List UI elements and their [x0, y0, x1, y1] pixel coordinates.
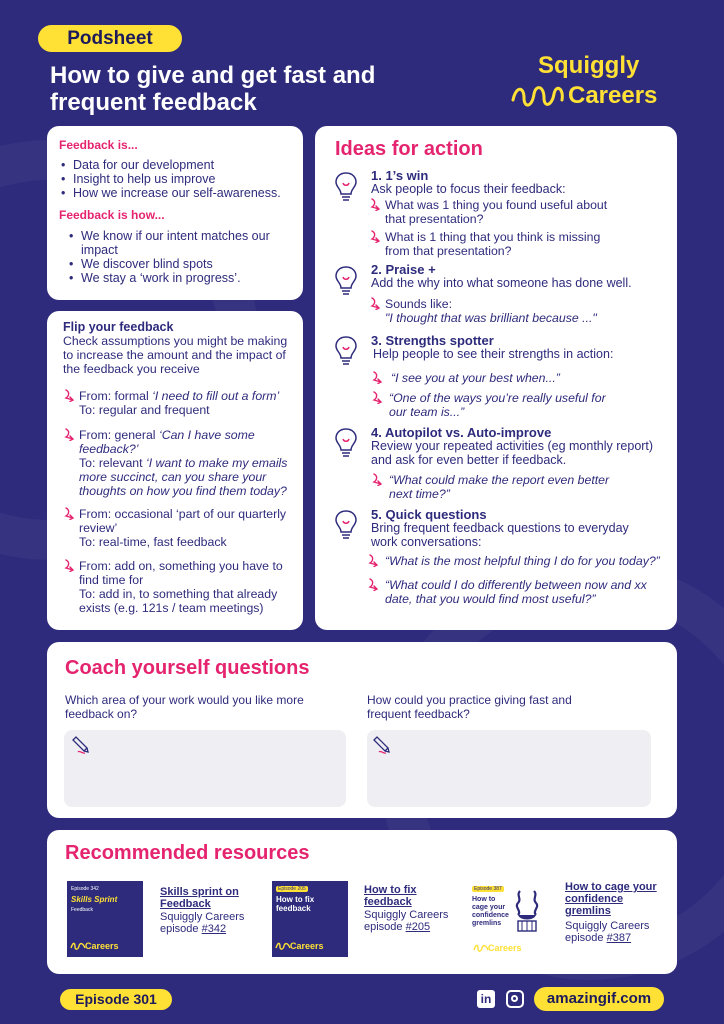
- flip-from-quote: ‘I need to fill out a form’: [152, 389, 280, 403]
- pink-squiggle-arrow-icon: [63, 428, 76, 441]
- flip-item-2: [63, 428, 291, 498]
- pink-squiggle-arrow-icon: [369, 198, 382, 211]
- cover-brand: Careers: [488, 943, 522, 953]
- resource-episode-link[interactable]: #387: [606, 932, 632, 944]
- idea-question: [367, 578, 663, 606]
- idea-question: [369, 198, 663, 226]
- pink-squiggle-arrow-icon: [63, 507, 76, 520]
- pink-squiggle-arrow-icon: [367, 578, 380, 591]
- flip-feedback-card: [47, 311, 303, 630]
- instagram-lens: [511, 995, 518, 1002]
- flip-from: From: general: [79, 428, 159, 442]
- cover-brand: Careers: [290, 941, 324, 951]
- pink-squiggle-arrow-icon: [63, 559, 76, 572]
- flip-item-4: [63, 559, 291, 615]
- resource-episode-link[interactable]: #342: [201, 923, 227, 935]
- linkedin-icon[interactable]: in: [477, 990, 495, 1008]
- pink-squiggle-arrow-icon: [369, 297, 382, 310]
- website-link[interactable]: amazingif.com: [534, 987, 664, 1011]
- idea-question: [371, 371, 663, 385]
- idea-question: [367, 554, 663, 568]
- idea-heading: 4. Autopilot vs. Auto-improve: [371, 425, 552, 440]
- page-title-line1: How to give and get fast and: [50, 62, 376, 89]
- flip-from: From: formal: [79, 389, 153, 403]
- resource-episode: [565, 932, 631, 944]
- coach-answer-2[interactable]: [367, 730, 651, 807]
- instagram-icon[interactable]: [506, 990, 524, 1008]
- idea-sub: Help people to see their strengths in action:: [373, 347, 614, 361]
- flip-title: Flip your feedback: [63, 320, 174, 334]
- pencil-icon: [371, 734, 393, 756]
- list-item: • Data for our development: [59, 158, 295, 172]
- flip-item-3: [63, 507, 291, 549]
- episode-cover-205[interactable]: [272, 881, 348, 957]
- resource-link-342[interactable]: Skills sprint on Feedback: [160, 886, 239, 910]
- idea-question-text: “What could I do differently between now and xx date, that you would find most useful?”: [385, 578, 647, 606]
- cover-brand: Careers: [85, 941, 119, 951]
- coach-question-2: How could you practice giving fast and frequent feedback?: [367, 693, 572, 721]
- resource-brand: Squiggly Careers: [160, 911, 245, 923]
- list-item: • How we increase our self-awareness.: [59, 186, 295, 200]
- cover-subtitle: Feedback: [71, 907, 93, 913]
- feedback-is-list: [59, 158, 295, 200]
- lightbulb-icon: [333, 334, 359, 366]
- idea-heading: 5. Quick questions: [371, 507, 487, 522]
- flip-from: From: add on, something you have to find time for: [79, 559, 283, 587]
- idea-heading: 2. Praise +: [371, 262, 436, 277]
- resource-episode-link[interactable]: #205: [405, 921, 431, 933]
- resource-episode: [364, 921, 430, 933]
- resource-link-387[interactable]: How to cage your confidence gremlins: [565, 881, 657, 917]
- list-item-text: We know if our intent matches our: [81, 229, 270, 243]
- cover-squiggle-icon: [70, 941, 86, 951]
- idea-sub: Ask people to focus their feedback:: [371, 182, 566, 196]
- flip-intro: Check assumptions you might be making to increase the amount and the impact of the feedback you receive: [63, 334, 288, 376]
- idea-sub: Add the why into what someone has done well.: [371, 276, 632, 290]
- flip-to: To: add in, to something that already exists (e.g. 121s / team meetings): [79, 587, 278, 615]
- flip-item-1: [63, 389, 291, 417]
- resource-brand: Squiggly Careers: [364, 909, 449, 921]
- idea-question-text: “One of the ways you’re really useful for our team is...”: [389, 391, 606, 419]
- list-item: • We discover blind spots: [67, 257, 297, 271]
- cover-episode: Episode 342: [71, 886, 99, 892]
- cover-title: How to fix feedback: [276, 895, 315, 913]
- idea-question: [369, 230, 663, 258]
- lightbulb-icon: [333, 508, 359, 540]
- ideas-title: Ideas for action: [335, 138, 483, 160]
- coach-question-1: Which area of your work would you like more feedback on?: [65, 693, 304, 721]
- idea-heading: 3. Strengths spotter: [371, 333, 494, 348]
- lightbulb-icon: [333, 426, 359, 458]
- feedback-is-card: [47, 126, 303, 300]
- podsheet-badge: Podsheet: [38, 25, 182, 52]
- page-title: [50, 62, 490, 116]
- feedback-is-heading: Feedback is...: [59, 138, 138, 152]
- resources-card: [47, 830, 677, 974]
- cover-squiggle-icon: [473, 943, 489, 953]
- flip-to-quote: ‘I want to make my emails more succinct, can you share your thoughts on how you find them today?: [79, 456, 288, 498]
- episode-badge: Episode 301: [60, 989, 172, 1010]
- cover-episode: Episode 387: [474, 886, 502, 892]
- idea-question: [369, 297, 663, 325]
- pink-squiggle-arrow-icon: [369, 230, 382, 243]
- pencil-icon: [70, 734, 92, 756]
- pink-squiggle-arrow-icon: [371, 391, 384, 404]
- ideas-card: [315, 126, 677, 630]
- page-title-line2: frequent feedback: [50, 89, 257, 116]
- flip-to: To: real-time, fast feedback: [79, 535, 227, 549]
- idea-question: [371, 391, 663, 419]
- cover-squiggle-icon: [275, 941, 291, 951]
- idea-sub: Review your repeated activities (eg monthly report) and ask for even better if feedback.: [371, 439, 654, 467]
- episode-cover-342[interactable]: [67, 881, 143, 957]
- squiggle-logo-icon: [510, 80, 566, 110]
- list-item-text: impact: [81, 243, 118, 257]
- list-item: [67, 229, 297, 257]
- cover-title: Skills Sprint: [71, 895, 118, 904]
- feedback-how-heading: Feedback is how...: [59, 208, 165, 222]
- coach-card: [47, 642, 677, 818]
- episode-cover-387[interactable]: [470, 881, 546, 957]
- idea-question-text: What is 1 thing that you think is missing from that presentation?: [385, 230, 601, 258]
- coach-answer-1[interactable]: [64, 730, 346, 807]
- idea-question-text: “I see you at your best when...”: [391, 371, 560, 385]
- idea-question-text: What was 1 thing you found useful about that presentation?: [385, 198, 608, 226]
- logo-line1: Squiggly: [538, 52, 640, 79]
- idea-question-label: Sounds like:: [385, 297, 452, 311]
- lightbulb-icon: [333, 264, 359, 296]
- resource-episode-label: episode: [160, 923, 202, 935]
- feedback-how-list: [67, 229, 297, 285]
- squiggly-careers-logo: [510, 52, 690, 116]
- pink-squiggle-arrow-icon: [371, 473, 384, 486]
- lightbulb-icon: [333, 170, 359, 202]
- idea-question-text: “What is the most helpful thing I do for you today?”: [385, 554, 660, 568]
- idea-question: [371, 473, 663, 501]
- idea-question-text: “What could make the report even better next time?”: [389, 473, 610, 501]
- resource-brand: Squiggly Careers: [565, 920, 650, 932]
- resources-title: Recommended resources: [65, 842, 310, 864]
- resource-link-205[interactable]: How to fix feedback: [364, 884, 417, 908]
- pink-squiggle-arrow-icon: [63, 389, 76, 402]
- pink-squiggle-arrow-icon: [367, 554, 380, 567]
- list-item: • We stay a ‘work in progress’.: [67, 271, 297, 285]
- list-item: • Insight to help us improve: [59, 172, 295, 186]
- flip-to: To: relevant: [79, 456, 146, 470]
- gremlin-cage-icon: [512, 887, 542, 937]
- flip-from: From: occasional ‘part of our quarterly review’: [79, 507, 287, 535]
- flip-from-quote: ‘Can I have some feedback?’: [79, 428, 255, 456]
- resource-episode-label: episode: [364, 921, 406, 933]
- flip-to: To: regular and frequent: [79, 403, 210, 417]
- cover-title: How to cage your confidence gremlins: [472, 896, 509, 927]
- logo-line2: Careers: [568, 82, 658, 109]
- cover-episode: Episode 205: [278, 886, 306, 892]
- idea-heading: 1. 1’s win: [371, 168, 429, 183]
- resource-episode-label: episode: [565, 932, 607, 944]
- idea-question-quote: "I thought that was brilliant because ...": [385, 311, 597, 325]
- resource-episode: [160, 923, 226, 935]
- idea-sub: Bring frequent feedback questions to everyday work conversations:: [371, 521, 629, 549]
- coach-title: Coach yourself questions: [65, 657, 310, 679]
- pink-squiggle-arrow-icon: [371, 371, 384, 384]
